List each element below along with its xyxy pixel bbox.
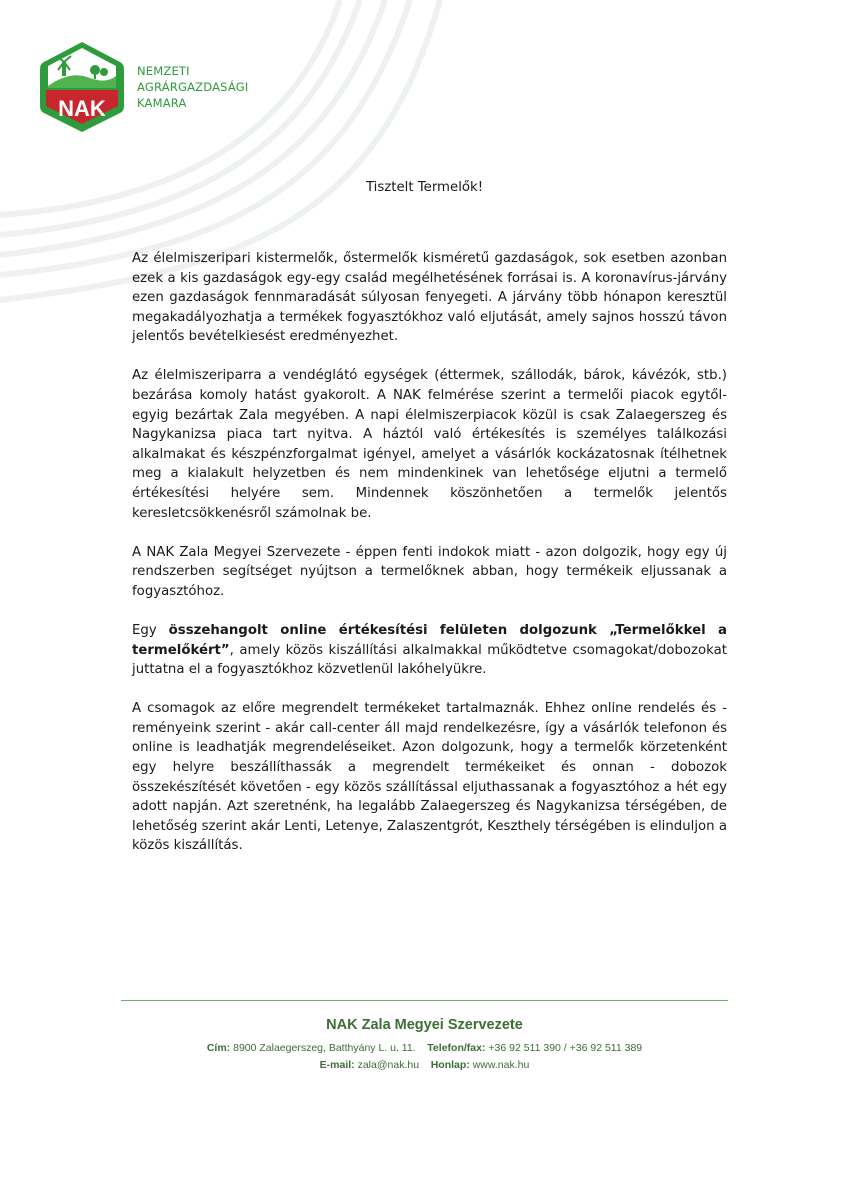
paragraph-4-suffix: , amely közös kiszállítási alkalmakkal működtetve csomagokat/dobozokat juttatna el a fogyasztókhoz közvetlenül lakóhelyükre. bbox=[132, 642, 727, 678]
footer-contact-line bbox=[0, 1040, 849, 1057]
email-label: E-mail: bbox=[319, 1059, 355, 1071]
org-name-line-3: KAMARA bbox=[137, 96, 187, 110]
paragraph-4-bold: összehangolt online értékesítési felületen dolgozunk „Termelőkkel a termelőkért” bbox=[132, 623, 727, 658]
paragraph-4-prefix: Egy bbox=[132, 623, 169, 638]
footer-title: NAK Zala Megyei Szervezete bbox=[326, 1017, 523, 1033]
paragraph-1: Az élelmiszeripari kistermelők, őstermelők kisméretű gazdaságok, sok esetben azonban ezek a kis gazdaságok egy-egy család megélhetésének forrásai is. A koronavírus-járvány ezen gazdaságok fennmaradását súlyosan fenyegeti. A járvány több hónapon keresztül megakadályozhatja a termékek fogyasztókhoz való eljutását, amely sajnos hosszú távon jelentős bevételkiesést eredményezhet. bbox=[132, 251, 727, 345]
paragraph-5: A csomagok az előre megrendelt termékeket tartalmaznák. Ehhez online rendelés és - reményeink szerint - akár call-center áll majd rendelkezésre, így a vásárlók telefonon és online is leadhatják megrendeléseiket. Azon dolgozunk, hogy a termelők körzetenként egy helyre beszállíthassák a megrendelt termékeiket és onnan - dobozok összekészítését követően - egy közös szállítással eljuthassanak a fogyasztóhoz a hét egy adott napján. Azt szeretnénk, ha legalább Zalaegerszeg és Nagykanizsa térségében, de lehetőség szerint akár Lenti, Letenye, Zalaszentgrót, Keszthely térségében is elinduljon a közös kiszállítás. bbox=[132, 701, 727, 854]
web-label: Honlap: bbox=[430, 1059, 470, 1071]
org-name-line-2: AGRÁRGAZDASÁGI bbox=[137, 80, 249, 94]
letter-body bbox=[132, 249, 727, 876]
greeting: Tisztelt Termelők! bbox=[365, 180, 484, 195]
paragraph-2: Az élelmiszeriparra a vendéglátó egységek (éttermek, szállodák, bárok, kávézók, stb.) bezárása komoly hatást gyakorolt. A NAK felmérése szerint a termelői piacok egytől-egyig bezártak Zala megyében. A napi élelmiszerpiacok közül is csak Zalaegerszeg és Nagykanizsa piaca tart nyitva. A háztól való értékesítés is személyes találkozási alkalmakat és készpénzforgalmat igényel, amelyet a vásárlók kockázatosnak ítélhetnek meg a kialakult helyzetben és nem mindenkinek van lehetősége eljutni a termelő értékesítési helyére sem. Mindennek köszönhetően a termelők jelentős keresletcsökkenésről számolnak be. bbox=[132, 368, 727, 521]
footer bbox=[0, 1017, 849, 1074]
web-link[interactable]: www.nak.hu bbox=[472, 1059, 530, 1071]
paragraph-3: A NAK Zala Megyei Szervezete - éppen fenti indokok miatt - azon dolgozik, hogy egy új rendszerben segítséget nyújtson a termelőknek abban, hogy termékeik eljussanak a fogyasztóhoz. bbox=[132, 544, 727, 599]
address-label: Cím: bbox=[206, 1042, 231, 1054]
email-link[interactable]: zala@nak.hu bbox=[357, 1059, 420, 1071]
logo-text: NAK bbox=[58, 96, 106, 121]
org-name bbox=[137, 63, 248, 111]
footer-web-line bbox=[0, 1057, 849, 1074]
phone-value: +36 92 511 390 / +36 92 511 389 bbox=[488, 1042, 643, 1054]
nak-logo bbox=[40, 40, 124, 134]
footer-divider bbox=[121, 1000, 728, 1001]
phone-label: Telefon/fax: bbox=[427, 1042, 486, 1054]
paragraph-4 bbox=[132, 621, 727, 680]
address-value: 8900 Zalaegerszeg, Batthyány L. u. 11. bbox=[233, 1042, 416, 1054]
org-name-line-1: NEMZETI bbox=[137, 64, 190, 78]
